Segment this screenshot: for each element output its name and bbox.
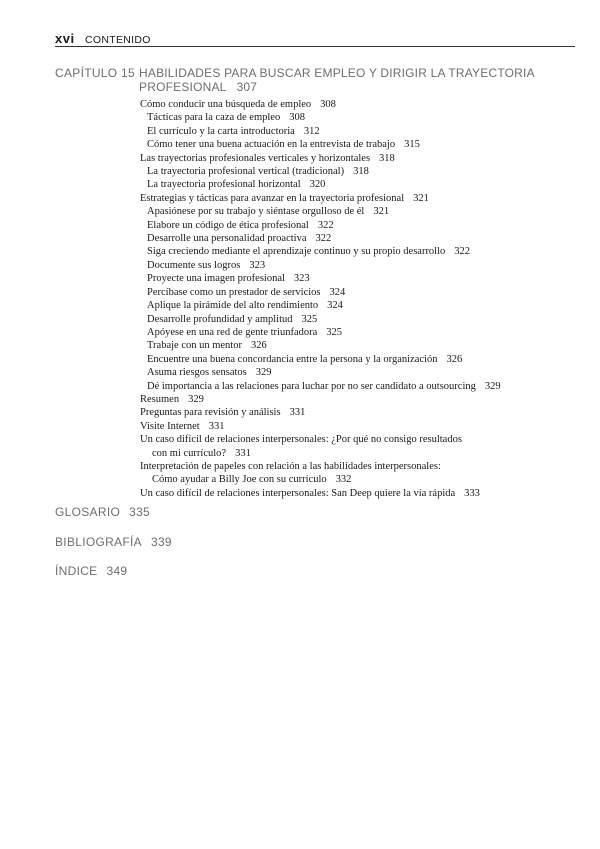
toc-entry-text: La trayectoria profesional vertical (tradicional) (147, 166, 345, 178)
section-title: CONTENIDO (85, 34, 151, 46)
page-number: xvi (55, 31, 75, 46)
toc-entry-page: 318 (379, 152, 395, 164)
toc-entry-text: Trabaje con un mentor (147, 340, 242, 352)
toc-entry-text: Preguntas para revisión y análisis (140, 407, 281, 419)
toc-entry (140, 299, 580, 312)
toc-entry-text: Aplique la pirámide del alto rendimiento (147, 300, 319, 312)
toc-entry-text: Apóyese en una red de gente triunfadora (147, 326, 318, 338)
toc-entry (140, 152, 580, 165)
toc-entry (140, 380, 580, 393)
toc-entry-page: 312 (303, 125, 320, 137)
toc-entry-page: 332 (335, 474, 352, 486)
toc-entry (140, 313, 580, 326)
back-matter-bibliografia (55, 535, 172, 549)
back-matter-page: 349 (106, 564, 128, 578)
toc-entry-text: Desarrolle profundidad y amplitud (147, 313, 293, 325)
toc-entry-text: Interpretación de papeles con relación a las habilidades interpersonales: (140, 460, 441, 472)
toc-entry-text: Las trayectorias profesionales verticales y horizontales (140, 152, 371, 164)
toc-entry-page: 322 (315, 233, 332, 245)
toc-entry-page: 323 (293, 273, 310, 285)
toc-entry (140, 460, 580, 473)
toc-entry-page: 322 (454, 246, 471, 258)
toc-entry-text: Dé importancia a las relaciones para luchar por no ser candidato a outsourcing (147, 380, 476, 392)
toc-entry-text: Asuma riesgos sensatos (147, 367, 247, 379)
toc-entry-page: 308 (289, 112, 305, 124)
toc-entry-text: Tácticas para la caza de empleo (147, 112, 281, 124)
toc-entry-page: 329 (484, 380, 501, 392)
chapter-page: 307 (236, 80, 258, 94)
toc-entry (140, 393, 580, 406)
toc-entry-text: Apasiónese por su trabajo y siéntase orgulloso de él (147, 206, 365, 218)
toc-entry (140, 205, 580, 218)
toc-entry (140, 232, 580, 245)
toc-entry-page: 324 (327, 300, 343, 312)
toc-entry (140, 433, 580, 446)
chapter-title: HABILIDADES PARA BUSCAR EMPLEO Y DIRIGIR LA TRAYECTORIA PROFESIONAL (139, 66, 535, 94)
back-matter-glosario (55, 505, 150, 519)
toc-entry-page: 331 (208, 420, 225, 432)
back-matter-label: BIBLIOGRAFÍA (55, 535, 142, 549)
toc-entry-text: Documente sus logros (147, 259, 241, 271)
toc-entry (140, 326, 580, 339)
toc-entry-text: Resumen (140, 393, 180, 405)
toc-entry-page: 325 (301, 313, 318, 325)
toc-list (140, 98, 580, 500)
toc-entry-page: 333 (464, 487, 480, 499)
back-matter-page: 339 (150, 535, 172, 549)
toc-entry-text: Elabore un código de ética profesional (147, 219, 309, 231)
toc-entry (140, 353, 580, 366)
toc-entry-text: Cómo tener una buena actuación en la entrevista de trabajo (147, 139, 396, 151)
toc-entry-page: 323 (249, 259, 266, 271)
toc-entry (140, 165, 580, 178)
toc-entry-page: 308 (320, 99, 336, 110)
toc-entry-text: Un caso difícil de relaciones interpersonales: San Deep quiere la vía rápida (140, 487, 456, 499)
toc-entry (140, 259, 580, 272)
toc-entry-text: El currículo y la carta introductoria (147, 125, 295, 137)
toc-entry-page: 331 (289, 407, 306, 419)
toc-entry (140, 286, 580, 299)
toc-entry (140, 339, 580, 352)
toc-entry-text: La trayectoria profesional horizontal (147, 179, 301, 191)
toc-entry-text: Estrategias y tácticas para avanzar en la trayectoria profesional (140, 192, 405, 204)
toc-entry-page: 329 (255, 367, 272, 379)
toc-entry-text: Cómo ayudar a Billy Joe con su currículo (152, 474, 327, 486)
toc-entry (140, 487, 580, 500)
toc-entry-page: 331 (235, 447, 251, 459)
toc-entry (140, 178, 580, 191)
toc-entry (140, 272, 580, 285)
toc-entry (140, 125, 580, 138)
toc-entry-page: 326 (250, 340, 267, 352)
toc-entry (140, 219, 580, 232)
back-matter-label: ÍNDICE (55, 564, 98, 578)
toc-entry-text: Percíbase como un prestador de servicios (147, 286, 321, 298)
toc-entry (140, 406, 580, 419)
toc-entry-page: 329 (188, 393, 204, 405)
toc-entry-page: 326 (446, 353, 463, 365)
toc-entry-text: con mi currículo? (152, 447, 227, 459)
toc-entry-page: 324 (329, 286, 346, 298)
toc-entry (140, 138, 580, 151)
toc-entry-text: Cómo conducir una búsqueda de empleo (140, 99, 312, 110)
toc-entry-text: Proyecte una imagen profesional (147, 273, 285, 285)
toc-entry (140, 447, 580, 460)
toc-entry (140, 192, 580, 205)
toc-entry-text: Siga creciendo mediante el aprendizaje continuo y su propio desarrollo (147, 246, 446, 258)
toc-entry-page: 321 (373, 206, 390, 218)
toc-entry-page: 325 (326, 326, 343, 338)
toc-entry (140, 366, 580, 379)
back-matter-label: GLOSARIO (55, 505, 121, 519)
toc-entry-page: 315 (404, 139, 420, 151)
toc-entry-text: Un caso difícil de relaciones interpersonales: ¿Por qué no consigo resultados (140, 434, 462, 446)
toc-entry-text: Visite Internet (140, 420, 200, 432)
toc-entry (140, 111, 580, 124)
toc-entry (140, 473, 580, 486)
toc-entry-page: 322 (317, 219, 334, 231)
toc-entry (140, 245, 580, 258)
toc-entry-page: 320 (309, 179, 326, 191)
running-header (55, 30, 575, 47)
toc-entry (140, 420, 580, 433)
back-matter-indice (55, 564, 127, 578)
toc-entry-page: 321 (413, 192, 429, 204)
toc-entry-text: Desarrolle una personalidad proactiva (147, 233, 307, 245)
toc-entry-page: 318 (353, 166, 369, 178)
toc-entry-text: Encuentre una buena concordancia entre la persona y la organización (147, 353, 438, 365)
back-matter-page: 335 (129, 505, 151, 519)
chapter-label: CAPÍTULO 15 (55, 66, 135, 80)
chapter-title-block (139, 66, 569, 94)
toc-entry (140, 98, 580, 111)
